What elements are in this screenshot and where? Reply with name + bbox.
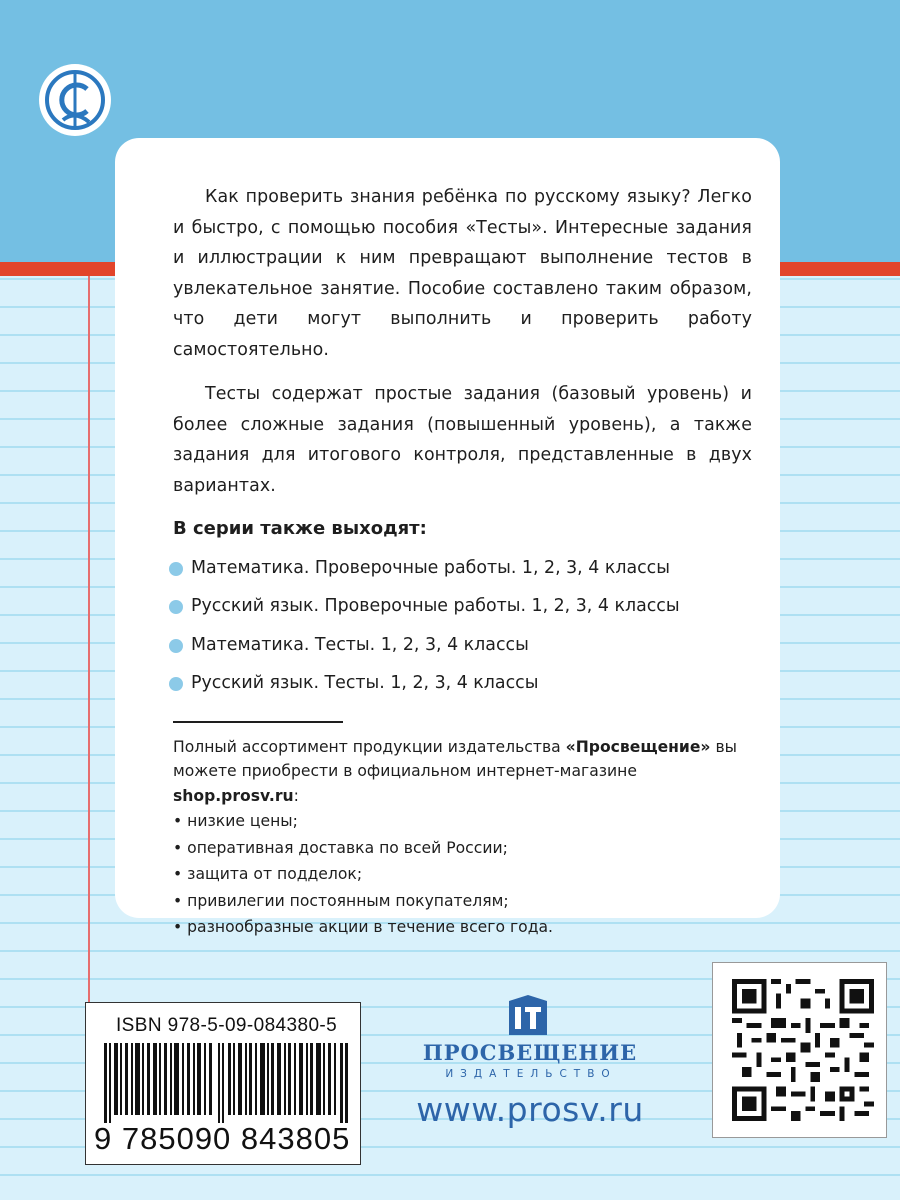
series-title: В серии также выходят: <box>173 518 427 539</box>
isbn-barcode-block <box>85 1002 361 1165</box>
list-item: • разнообразные акции в течение всего года. <box>173 918 553 937</box>
description-paragraph-1: Как проверить знания ребёнка по русскому языку? Легко и быстро, с помощью пособия «Тесты». Интересные задания и иллюстрации к ним превращают выполнение тестов в увлекательное занятие. Пособие составлено таким образом, что дети могут выполнить и проверить работу самостоятельно. <box>173 187 752 360</box>
qr-code-block <box>712 962 887 1138</box>
divider <box>173 721 343 723</box>
notebook-margin-line <box>88 276 90 1036</box>
barcode-icon <box>104 1043 349 1123</box>
series-item: Математика. Тесты. 1, 2, 3, 4 классы <box>173 626 752 664</box>
isbn-label: ISBN 978-5-09-084380-5 <box>116 1015 338 1036</box>
bullet-icon <box>169 600 183 614</box>
bullet-icon <box>169 639 183 653</box>
list-item: • оперативная доставка по всей России; <box>173 838 508 857</box>
publisher-url[interactable]: www.prosv.ru <box>416 1090 644 1129</box>
series-logo-icon <box>35 60 115 140</box>
series-item: Русский язык. Тесты. 1, 2, 3, 4 классы <box>173 664 752 702</box>
publisher-subtitle: ИЗДАТЕЛЬСТВО <box>445 1068 617 1080</box>
qr-code-icon[interactable] <box>732 979 874 1121</box>
description-paragraph-2: Тесты содержат простые задания (базовый уровень) и более сложные задания (повышенный уровень), а также задания для итогового контроля, представленные в двух вариантах. <box>173 384 752 496</box>
shop-benefits-list <box>173 808 752 941</box>
list-item: • низкие цены; <box>173 812 298 831</box>
series-list <box>173 549 752 703</box>
list-item: • защита от подделок; <box>173 865 363 884</box>
publisher-logo-icon <box>507 995 549 1037</box>
shop-link[interactable]: shop.prosv.ru <box>173 786 294 805</box>
list-item: • привилегии постоянным покупателям; <box>173 891 509 910</box>
bullet-icon <box>169 677 183 691</box>
series-item: Математика. Проверочные работы. 1, 2, 3, 4 классы <box>173 549 752 587</box>
description-card <box>115 138 780 937</box>
publisher-name: ПРОСВЕЩЕНИЕ <box>422 1040 638 1065</box>
bullet-icon <box>169 562 183 576</box>
shop-intro: Полный ассортимент продукции издательства «Просвещение» вы можете приобрести в официальном интернет-магазине shop.prosv.ru: <box>173 737 737 805</box>
series-item: Русский язык. Проверочные работы. 1, 2, 3, 4 классы <box>173 587 752 625</box>
isbn-digits: 9 785090 843805 <box>94 1121 351 1156</box>
